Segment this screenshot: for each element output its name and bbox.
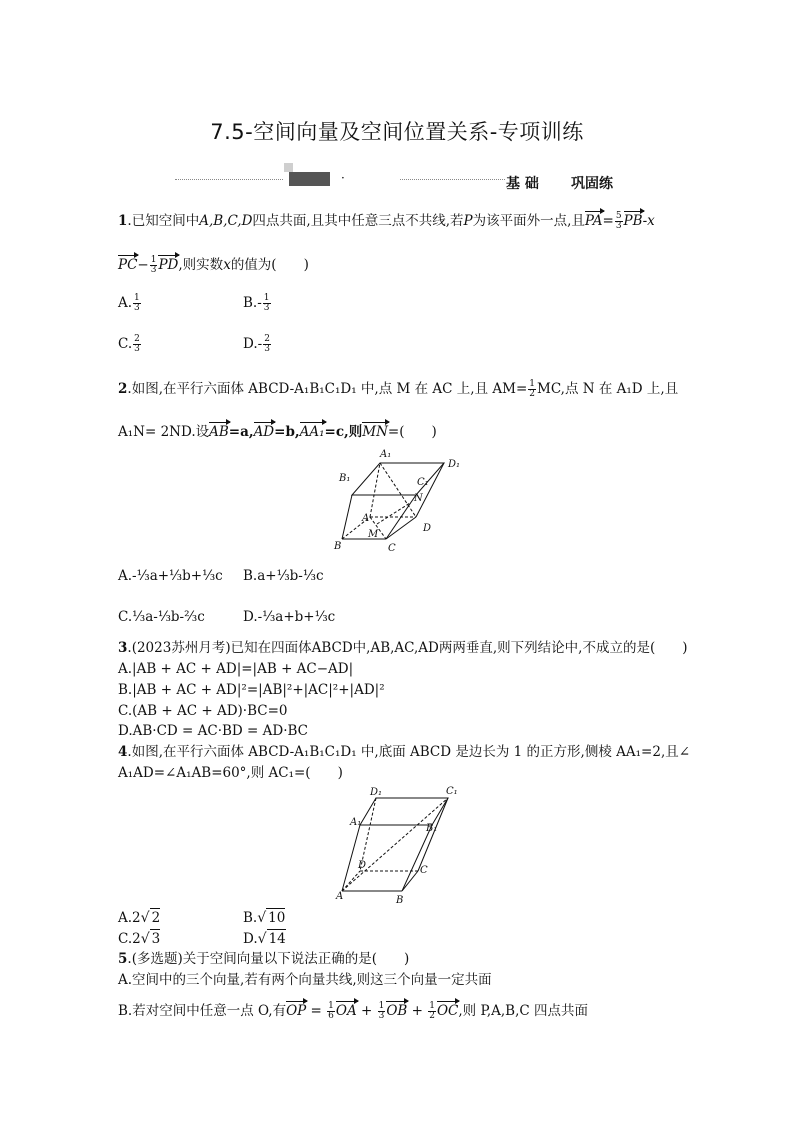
q2-c: =c,则	[324, 424, 363, 440]
q1-minus-x: -x	[642, 213, 655, 229]
label-A1: A₁	[350, 817, 362, 828]
label-A: A	[336, 891, 344, 902]
vec-AD: AD	[253, 424, 275, 440]
q3-option-b[interactable]: B.|AB + AC + AD|²=|AB|²+|AC|²+|AD|²	[118, 682, 385, 698]
q2-line2-a: A₁N= 2ND.设	[118, 424, 210, 440]
q5-option-b[interactable]: B.若对空间中任意一点 O,有OP = $\frac{1}{6}$ OA + $\frac{1}{3}$ OB + $\frac{1}{2}$ OC,则 P,A,B,C 四点共面	[118, 1001, 588, 1021]
q4-option-d[interactable]: D.√ 14	[243, 931, 286, 947]
q5-option-a[interactable]: A.空间中的三个向量,若有两个向量共线,则这三个向量一定共面	[118, 972, 492, 988]
vec-OA: OA	[335, 1003, 357, 1019]
q3-option-c[interactable]: C.(AB + AC + AD)·BC=0	[118, 703, 288, 719]
page-title: 7.5-空间向量及空间位置关系-专项训练	[210, 120, 584, 144]
q1-text-a: .已知空间中	[127, 213, 200, 229]
q1-minus: −	[137, 257, 149, 273]
q4-text: .如图,在平行六面体 ABCD-A₁B₁C₁D₁ 中,底面 ABCD 是边长为 1 的正方形,侧棱 AA₁=2,且∠	[127, 744, 691, 760]
q2-line2	[118, 423, 437, 441]
section-decor-square	[284, 163, 293, 172]
q2-b: =b,	[274, 424, 300, 440]
vec-OB: OB	[386, 1003, 408, 1019]
q1-tail: ,则实数	[178, 257, 224, 273]
q5-number: 5	[118, 951, 128, 967]
q4-number: 4	[118, 744, 128, 760]
q1-points: A,B,C,D	[199, 213, 253, 229]
q1-text-b: 四点共面,且其中任意三点不共线,若	[252, 213, 464, 229]
section-dot: ·	[341, 171, 345, 185]
q1-line1	[118, 212, 655, 231]
q1-frac1: $\frac{5}{3}$	[615, 211, 622, 231]
label-N: N	[414, 493, 423, 504]
vec-MN: MN	[362, 424, 388, 440]
q5-line1	[118, 950, 409, 968]
label-D: D	[423, 523, 432, 534]
q3-line1	[118, 639, 688, 657]
q1-option-b[interactable]: B.- $\frac{1}{3}$	[243, 293, 270, 313]
vec-PB: PB	[623, 213, 643, 229]
q4-option-a[interactable]: A.2√ 2	[118, 910, 161, 926]
q4-line2: A₁AD=∠A₁AB=60°,则 AC₁=( )	[118, 765, 343, 781]
q2-number: 2	[118, 381, 128, 397]
q2-a: =a,	[228, 424, 254, 440]
label-C1: C₁	[446, 786, 458, 797]
section-decor-bar	[289, 172, 330, 186]
q3-text: .(2023苏州月考)已知在四面体ABCD中,AB,AC,AD两两垂直,则下列结论中,不成立的是( )	[127, 640, 688, 656]
label-A: A	[362, 513, 370, 524]
q4-option-c[interactable]: C.2√ 3	[118, 931, 161, 947]
section-label-practice: 巩固练	[571, 176, 613, 192]
q1-frac2: $\frac{1}{3}$	[150, 255, 157, 275]
q4-line1	[118, 743, 690, 761]
q3-option-a[interactable]: A.|AB + AC + AD|=|AB + AC−AD|	[118, 661, 354, 677]
q2-line1	[118, 380, 678, 399]
label-D1: D₁	[370, 787, 383, 798]
q1-option-c[interactable]: C. $\frac{2}{3}$	[118, 334, 140, 354]
q1-option-a[interactable]: A. $\frac{1}{3}$	[118, 293, 140, 313]
label-B1: B₁	[339, 473, 351, 484]
label-D: D	[358, 860, 367, 871]
q2-frac: $\frac{1}{2}$	[529, 379, 535, 399]
vec-PC: PC	[118, 257, 138, 273]
section-label-basic: 基 础	[506, 176, 539, 192]
divider-right	[400, 179, 505, 180]
q3-number: 3	[118, 640, 128, 656]
vec-PD: PD	[158, 257, 179, 273]
q5-text: .(多选题)关于空间向量以下说法正确的是( )	[127, 951, 410, 967]
vec-AB: AB	[209, 424, 229, 440]
q1-line2	[118, 256, 309, 275]
label-C: C	[388, 543, 396, 554]
label-B: B	[334, 541, 342, 552]
q1-tail2: 的值为( )	[230, 257, 309, 273]
label-B: B	[396, 895, 404, 905]
label-A1: A₁	[380, 449, 392, 460]
vec-AA1: AA₁	[299, 424, 325, 440]
q2-text: .如图,在平行六面体 ABCD-A₁B₁C₁D₁ 中,点 M 在 AC 上,且 AM=	[127, 381, 528, 397]
label-M: M	[368, 529, 379, 540]
q1-text-c: 为该平面外一点,且	[472, 213, 585, 229]
label-C1: C₁	[417, 477, 429, 488]
q1-x: x	[223, 257, 231, 273]
label-B1: B₁	[426, 823, 438, 834]
q2-text-tail: MC,点 N 在 A₁D 上,且	[537, 381, 679, 397]
q2-option-b[interactable]: B.a+⅓b-⅓c	[243, 568, 324, 584]
q1-eq: =	[602, 213, 614, 229]
label-C: C	[420, 865, 428, 876]
q2-tail: =( )	[387, 424, 437, 440]
divider-left	[175, 179, 283, 180]
q2-option-a[interactable]: A.-⅓a+⅓b+⅓c	[118, 568, 223, 584]
q4-figure	[334, 785, 464, 905]
q3-option-d[interactable]: D.AB·CD = AC·BD = AD·BC	[118, 723, 309, 739]
q2-figure	[330, 445, 470, 557]
q1-number: 1	[118, 213, 128, 229]
label-D1: D₁	[448, 459, 461, 470]
vec-PA: PA	[584, 213, 603, 229]
q2-option-c[interactable]: C.⅓a-⅓b-⅔c	[118, 609, 205, 625]
q1-point-p: P	[463, 213, 473, 229]
vec-OP: OP	[286, 1003, 307, 1019]
q4-option-b[interactable]: B.√ 10	[243, 910, 286, 926]
vec-OC: OC	[436, 1003, 459, 1019]
q1-option-d[interactable]: D.- $\frac{2}{3}$	[243, 334, 270, 354]
q2-option-d[interactable]: D.-⅓a+b+⅓c	[243, 609, 336, 625]
